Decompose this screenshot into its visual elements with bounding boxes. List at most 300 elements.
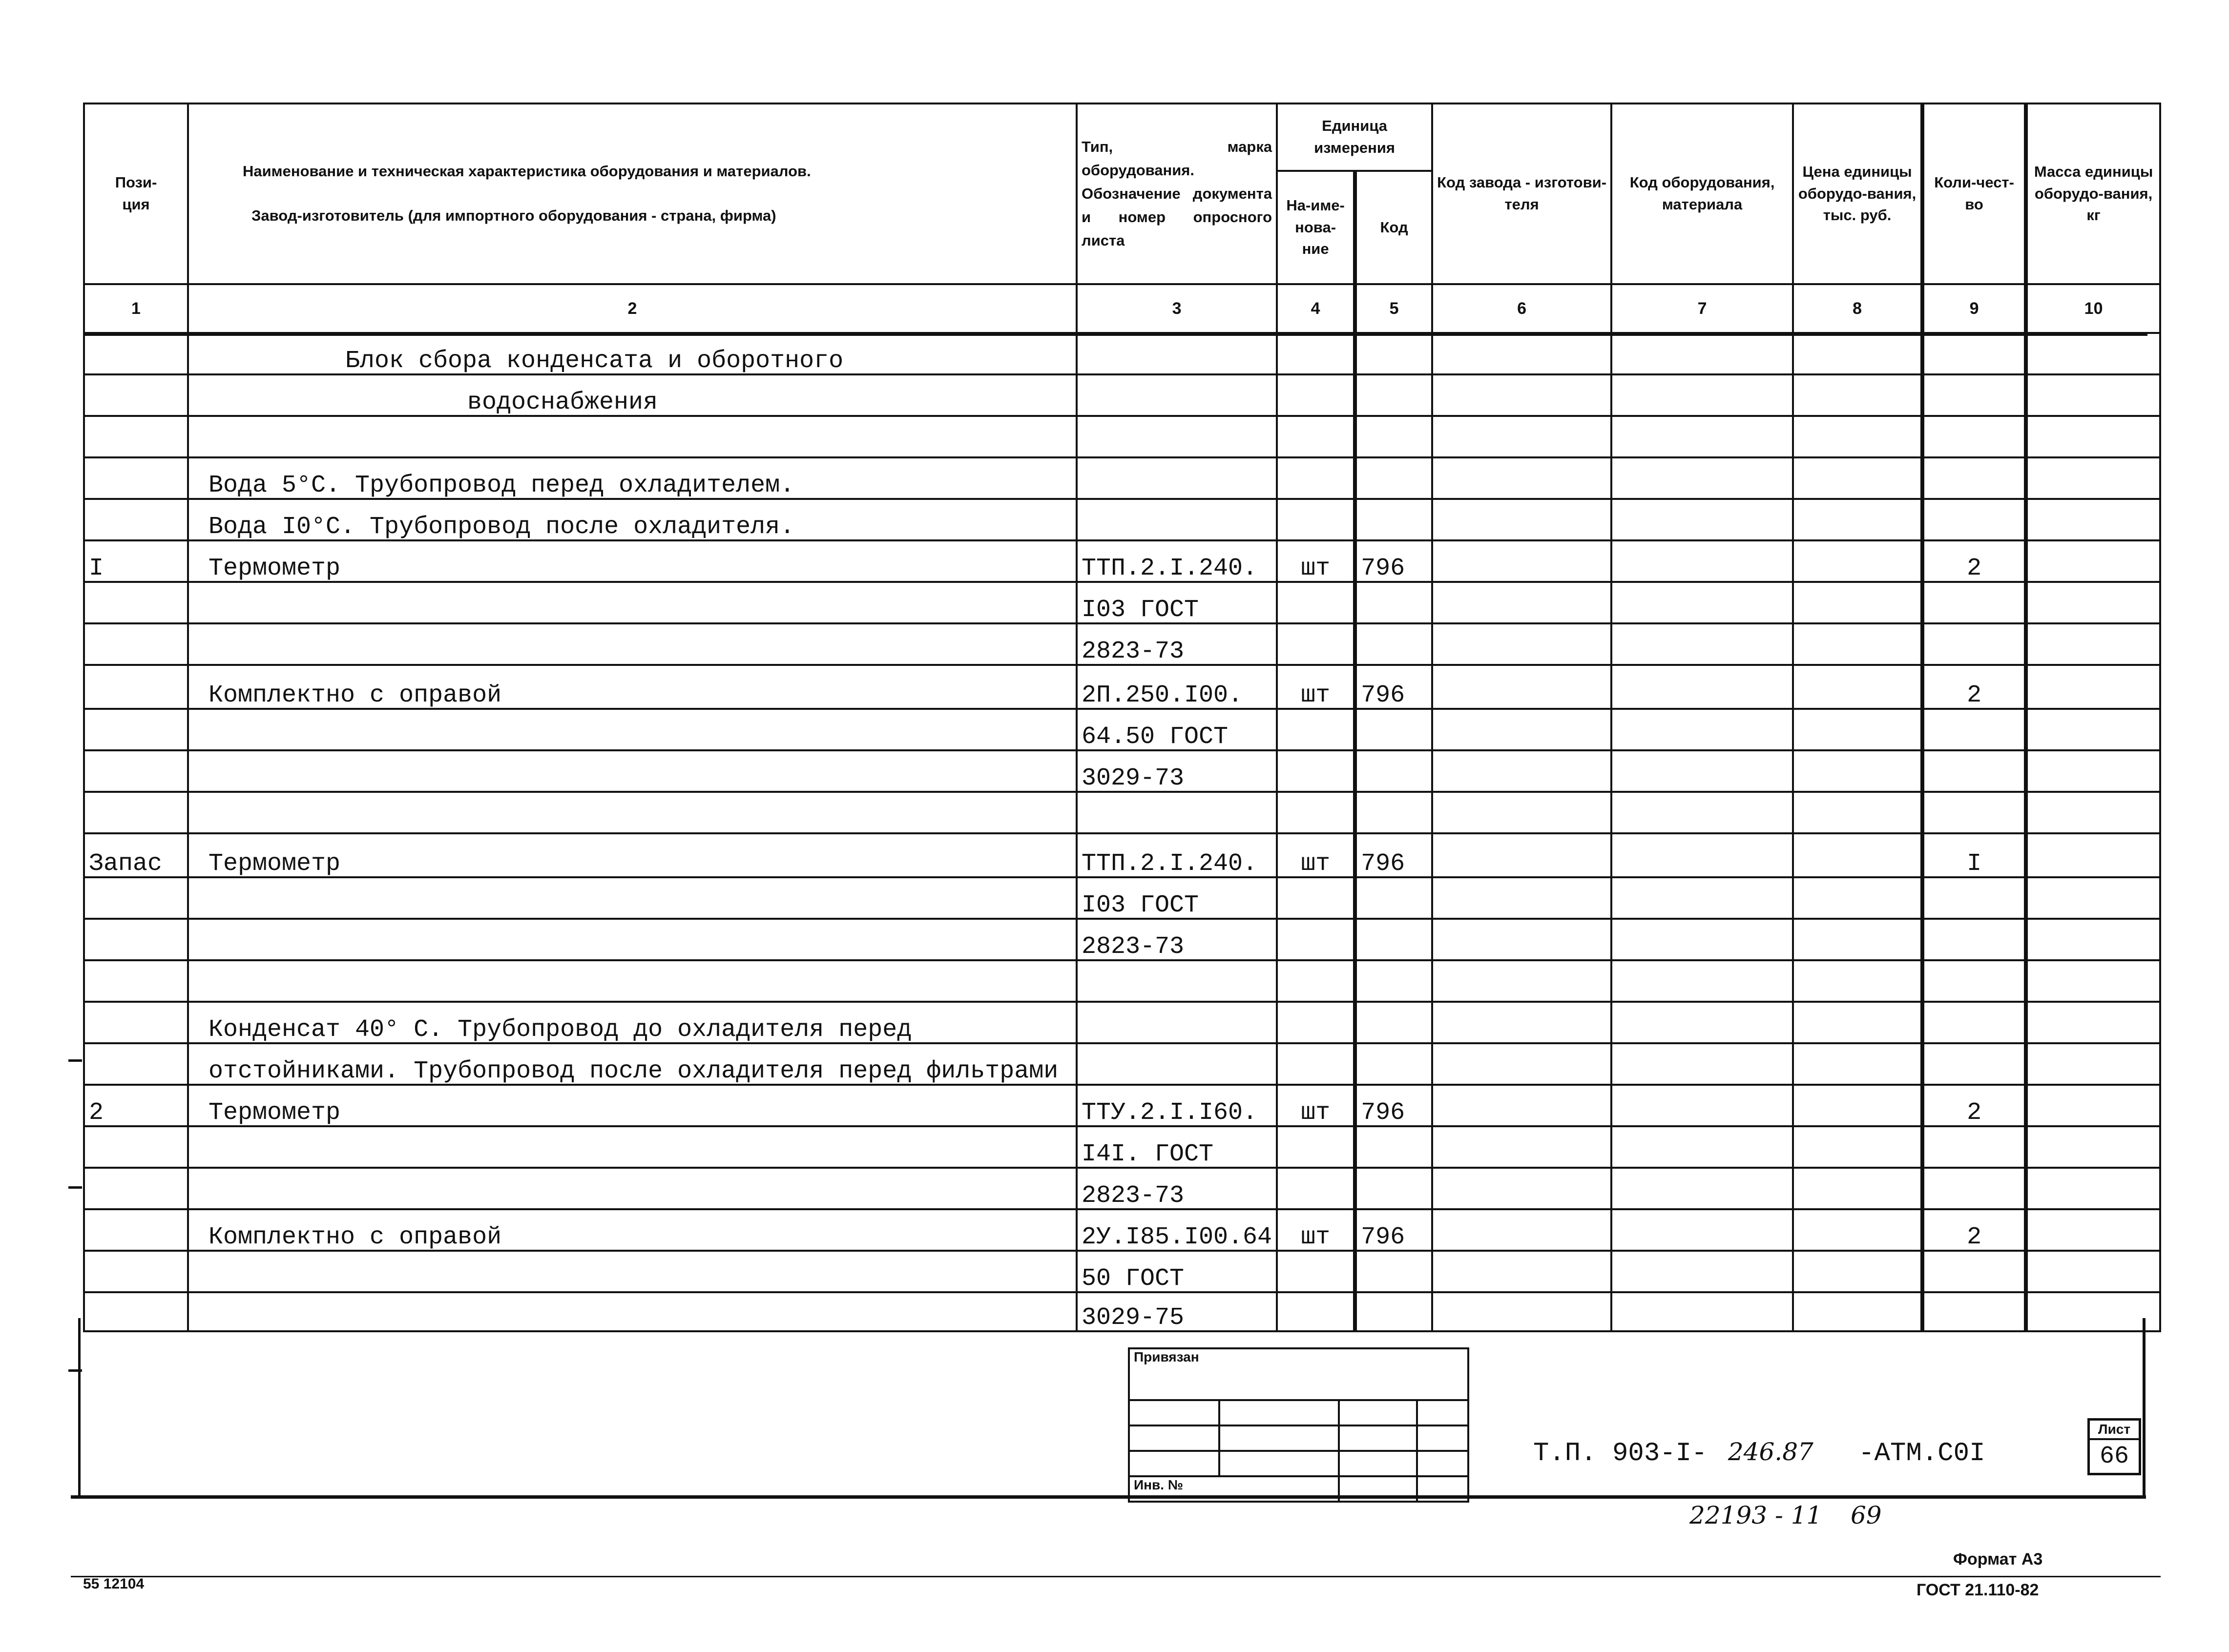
row-unit bbox=[1277, 960, 1355, 1002]
row-mass bbox=[2026, 877, 2160, 919]
row-unit-code bbox=[1355, 960, 1432, 1002]
row-unit: шт bbox=[1277, 540, 1355, 582]
table-row bbox=[84, 333, 2160, 374]
row-unit: шт bbox=[1277, 1085, 1355, 1126]
row-price bbox=[1793, 416, 1922, 457]
table-row bbox=[84, 792, 2160, 833]
row-position bbox=[84, 623, 188, 665]
row-type: I4I. ГОСТ bbox=[1077, 1126, 1277, 1168]
row-equipment-code bbox=[1611, 709, 1793, 750]
row-price bbox=[1793, 1168, 1922, 1209]
column-number-7: 7 bbox=[1611, 284, 1793, 333]
row-type bbox=[1077, 499, 1277, 540]
row-mass bbox=[2026, 457, 2160, 499]
row-quantity bbox=[1922, 457, 2026, 499]
table-row bbox=[84, 1002, 2160, 1043]
table-row bbox=[84, 416, 2160, 457]
row-quantity bbox=[1922, 333, 2026, 374]
row-unit bbox=[1277, 333, 1355, 374]
row-quantity: 2 bbox=[1922, 665, 2026, 709]
row-type: ТТУ.2.I.I60. bbox=[1077, 1085, 1277, 1126]
table-row bbox=[84, 499, 2160, 540]
row-position: I bbox=[84, 540, 188, 582]
row-name bbox=[188, 582, 1077, 623]
row-equipment-code bbox=[1611, 333, 1793, 374]
table-row bbox=[84, 374, 2160, 416]
row-quantity bbox=[1922, 1292, 2026, 1331]
row-price bbox=[1793, 374, 1922, 416]
sheet-label: Лист bbox=[2089, 1420, 2140, 1439]
row-position bbox=[84, 374, 188, 416]
table-row bbox=[84, 1126, 2160, 1168]
table-row bbox=[84, 1209, 2160, 1251]
row-plant-code bbox=[1432, 960, 1611, 1002]
row-plant-code bbox=[1432, 750, 1611, 792]
format-standard: ГОСТ 21.110-82 bbox=[1917, 1581, 2039, 1599]
row-type: I03 ГОСТ bbox=[1077, 877, 1277, 919]
row-equipment-code bbox=[1611, 1292, 1793, 1331]
table-row bbox=[84, 833, 2160, 877]
row-name bbox=[188, 623, 1077, 665]
row-mass bbox=[2026, 1209, 2160, 1251]
row-mass bbox=[2026, 1168, 2160, 1209]
row-position: Запас bbox=[84, 833, 188, 877]
row-unit-code: 796 bbox=[1355, 1085, 1432, 1126]
row-mass bbox=[2026, 416, 2160, 457]
row-name bbox=[188, 1251, 1077, 1292]
row-equipment-code bbox=[1611, 623, 1793, 665]
header-name bbox=[188, 103, 1077, 284]
row-plant-code bbox=[1432, 333, 1611, 374]
row-unit-code bbox=[1355, 919, 1432, 960]
row-type: 64.50 ГОСТ bbox=[1077, 709, 1277, 750]
row-type: I03 ГОСТ bbox=[1077, 582, 1277, 623]
row-type bbox=[1077, 457, 1277, 499]
row-unit bbox=[1277, 1292, 1355, 1331]
table-row bbox=[84, 665, 2160, 709]
row-mass bbox=[2026, 1002, 2160, 1043]
header-unit-code: Код bbox=[1355, 171, 1432, 284]
column-number-5: 5 bbox=[1355, 284, 1432, 333]
row-unit-code bbox=[1355, 457, 1432, 499]
column-number-1: 1 bbox=[84, 284, 188, 333]
row-unit bbox=[1277, 1168, 1355, 1209]
row-position bbox=[84, 709, 188, 750]
row-type bbox=[1077, 1002, 1277, 1043]
row-equipment-code bbox=[1611, 374, 1793, 416]
column-number-9: 9 bbox=[1922, 284, 2026, 333]
row-unit bbox=[1277, 877, 1355, 919]
row-type: 2У.I85.I00.64 bbox=[1077, 1209, 1277, 1251]
row-plant-code bbox=[1432, 833, 1611, 877]
row-price bbox=[1793, 960, 1922, 1002]
row-mass bbox=[2026, 833, 2160, 877]
row-name bbox=[188, 1292, 1077, 1331]
stamp-cell bbox=[1129, 1451, 1219, 1476]
row-unit-code bbox=[1355, 877, 1432, 919]
row-type bbox=[1077, 333, 1277, 374]
stamp-cell bbox=[1129, 1400, 1219, 1425]
header-type: Тип, марка оборудования. Обозначение документа и номер опросного листа bbox=[1077, 103, 1277, 284]
row-equipment-code bbox=[1611, 1126, 1793, 1168]
row-quantity bbox=[1922, 1251, 2026, 1292]
row-plant-code bbox=[1432, 877, 1611, 919]
row-type: ТТП.2.I.240. bbox=[1077, 540, 1277, 582]
row-plant-code bbox=[1432, 1251, 1611, 1292]
column-number-6: 6 bbox=[1432, 284, 1611, 333]
table-row bbox=[84, 540, 2160, 582]
row-type bbox=[1077, 416, 1277, 457]
header-mass: Масса единицы оборудо-вания, кг bbox=[2026, 103, 2160, 284]
row-position bbox=[84, 960, 188, 1002]
row-unit bbox=[1277, 792, 1355, 833]
row-mass bbox=[2026, 582, 2160, 623]
row-name: Конденсат 40° С. Трубопровод до охладителя перед bbox=[188, 1002, 1077, 1043]
row-price bbox=[1793, 1209, 1922, 1251]
frame-right-line bbox=[2143, 1318, 2146, 1498]
row-position bbox=[84, 665, 188, 709]
row-quantity bbox=[1922, 792, 2026, 833]
row-quantity: 2 bbox=[1922, 540, 2026, 582]
row-unit-code bbox=[1355, 416, 1432, 457]
row-type: 2823-73 bbox=[1077, 623, 1277, 665]
row-price bbox=[1793, 709, 1922, 750]
row-quantity bbox=[1922, 750, 2026, 792]
row-position bbox=[84, 750, 188, 792]
stamp-cell bbox=[1339, 1425, 1417, 1451]
row-name bbox=[188, 919, 1077, 960]
row-price bbox=[1793, 665, 1922, 709]
row-price bbox=[1793, 1002, 1922, 1043]
row-unit bbox=[1277, 709, 1355, 750]
row-plant-code bbox=[1432, 1085, 1611, 1126]
row-price bbox=[1793, 919, 1922, 960]
margin-tick-2 bbox=[68, 1186, 82, 1189]
row-plant-code bbox=[1432, 1209, 1611, 1251]
document-designation bbox=[1533, 1438, 1985, 1468]
row-mass bbox=[2026, 333, 2160, 374]
stamp-cell bbox=[1417, 1425, 1468, 1451]
row-plant-code bbox=[1432, 919, 1611, 960]
bottom-rule bbox=[71, 1576, 2161, 1577]
row-mass bbox=[2026, 750, 2160, 792]
row-type: 3029-73 bbox=[1077, 750, 1277, 792]
row-position bbox=[84, 877, 188, 919]
handwritten-page-number: 69 bbox=[1851, 1501, 1882, 1529]
row-mass bbox=[2026, 1085, 2160, 1126]
row-price bbox=[1793, 750, 1922, 792]
row-mass bbox=[2026, 540, 2160, 582]
table-row bbox=[84, 1292, 2160, 1331]
row-name: Вода 5°С. Трубопровод перед охладителем. bbox=[188, 457, 1077, 499]
table-row bbox=[84, 1251, 2160, 1292]
row-unit-code bbox=[1355, 1251, 1432, 1292]
row-position bbox=[84, 582, 188, 623]
row-price bbox=[1793, 1043, 1922, 1085]
row-name bbox=[188, 709, 1077, 750]
row-position bbox=[84, 1126, 188, 1168]
stamp-cell bbox=[1339, 1451, 1417, 1476]
approval-stamp bbox=[1128, 1347, 1469, 1503]
row-unit-code bbox=[1355, 374, 1432, 416]
row-mass bbox=[2026, 1126, 2160, 1168]
format-label: Формат А3 bbox=[1953, 1550, 2043, 1569]
row-equipment-code bbox=[1611, 1002, 1793, 1043]
row-name: отстойниками. Трубопровод после охладителя перед фильтрами bbox=[188, 1043, 1077, 1085]
row-equipment-code bbox=[1611, 1251, 1793, 1292]
row-unit-code bbox=[1355, 709, 1432, 750]
stamp-bound-label: Привязан bbox=[1129, 1348, 1468, 1400]
table-row bbox=[84, 750, 2160, 792]
header-divider-line bbox=[83, 332, 2147, 336]
column-number-2: 2 bbox=[188, 284, 1077, 333]
row-position bbox=[84, 1209, 188, 1251]
row-plant-code bbox=[1432, 499, 1611, 540]
row-equipment-code bbox=[1611, 792, 1793, 833]
row-unit-code bbox=[1355, 792, 1432, 833]
row-equipment-code bbox=[1611, 1209, 1793, 1251]
row-price bbox=[1793, 833, 1922, 877]
row-plant-code bbox=[1432, 1126, 1611, 1168]
header-quantity: Коли-чест-во bbox=[1922, 103, 2026, 284]
row-type bbox=[1077, 792, 1277, 833]
stamp-cell bbox=[1129, 1425, 1219, 1451]
row-quantity bbox=[1922, 499, 2026, 540]
row-quantity: 2 bbox=[1922, 1085, 2026, 1126]
row-quantity bbox=[1922, 709, 2026, 750]
row-equipment-code bbox=[1611, 582, 1793, 623]
row-equipment-code bbox=[1611, 1043, 1793, 1085]
row-equipment-code bbox=[1611, 877, 1793, 919]
row-mass bbox=[2026, 792, 2160, 833]
row-name bbox=[188, 1168, 1077, 1209]
row-unit-code bbox=[1355, 499, 1432, 540]
row-quantity bbox=[1922, 919, 2026, 960]
table-row bbox=[84, 960, 2160, 1002]
row-equipment-code bbox=[1611, 1168, 1793, 1209]
row-unit bbox=[1277, 416, 1355, 457]
row-quantity bbox=[1922, 416, 2026, 457]
row-equipment-code bbox=[1611, 540, 1793, 582]
row-type: 2П.250.I00. bbox=[1077, 665, 1277, 709]
row-position bbox=[84, 1002, 188, 1043]
row-unit-code bbox=[1355, 582, 1432, 623]
row-unit-code: 796 bbox=[1355, 540, 1432, 582]
frame-left-line bbox=[78, 1318, 81, 1496]
row-quantity bbox=[1922, 1002, 2026, 1043]
row-position bbox=[84, 1168, 188, 1209]
row-unit: шт bbox=[1277, 833, 1355, 877]
row-mass bbox=[2026, 499, 2160, 540]
row-mass bbox=[2026, 374, 2160, 416]
table-row bbox=[84, 1043, 2160, 1085]
table-row bbox=[84, 457, 2160, 499]
row-unit: шт bbox=[1277, 665, 1355, 709]
row-type: 3029-75 bbox=[1077, 1292, 1277, 1331]
row-type: 2823-73 bbox=[1077, 1168, 1277, 1209]
row-unit-code: 796 bbox=[1355, 665, 1432, 709]
row-quantity bbox=[1922, 877, 2026, 919]
row-price bbox=[1793, 1126, 1922, 1168]
row-name: Вода I0°С. Трубопровод после охладителя. bbox=[188, 499, 1077, 540]
row-plant-code bbox=[1432, 1168, 1611, 1209]
row-quantity bbox=[1922, 1168, 2026, 1209]
row-position bbox=[84, 457, 188, 499]
row-price bbox=[1793, 333, 1922, 374]
row-unit bbox=[1277, 1043, 1355, 1085]
row-equipment-code bbox=[1611, 499, 1793, 540]
row-position bbox=[84, 416, 188, 457]
row-equipment-code bbox=[1611, 457, 1793, 499]
header-plant-code: Код завода - изготови-теля bbox=[1432, 103, 1611, 284]
row-name bbox=[188, 750, 1077, 792]
table-row bbox=[84, 623, 2160, 665]
row-name: Термометр bbox=[188, 1085, 1077, 1126]
row-equipment-code bbox=[1611, 1085, 1793, 1126]
row-equipment-code bbox=[1611, 416, 1793, 457]
row-name bbox=[188, 1126, 1077, 1168]
row-plant-code bbox=[1432, 709, 1611, 750]
row-unit-code bbox=[1355, 1126, 1432, 1168]
row-price bbox=[1793, 623, 1922, 665]
column-number-8: 8 bbox=[1793, 284, 1922, 333]
row-position bbox=[84, 333, 188, 374]
row-unit bbox=[1277, 1126, 1355, 1168]
row-name bbox=[188, 416, 1077, 457]
row-unit-code bbox=[1355, 1002, 1432, 1043]
row-mass bbox=[2026, 919, 2160, 960]
row-unit bbox=[1277, 582, 1355, 623]
row-plant-code bbox=[1432, 623, 1611, 665]
row-price bbox=[1793, 877, 1922, 919]
row-type bbox=[1077, 960, 1277, 1002]
stamp-cell bbox=[1219, 1400, 1339, 1425]
row-name: Термометр bbox=[188, 540, 1077, 582]
row-quantity bbox=[1922, 1126, 2026, 1168]
row-unit bbox=[1277, 1251, 1355, 1292]
table-row bbox=[84, 919, 2160, 960]
row-position bbox=[84, 1251, 188, 1292]
row-type: ТТП.2.I.240. bbox=[1077, 833, 1277, 877]
sheet-number: 66 bbox=[2089, 1439, 2140, 1474]
row-equipment-code bbox=[1611, 665, 1793, 709]
row-mass bbox=[2026, 1043, 2160, 1085]
stamp-inv-label: Инв. № bbox=[1129, 1476, 1339, 1502]
row-unit-code bbox=[1355, 750, 1432, 792]
row-quantity bbox=[1922, 374, 2026, 416]
specification-table bbox=[83, 103, 2161, 1332]
row-plant-code bbox=[1432, 665, 1611, 709]
row-plant-code bbox=[1432, 1292, 1611, 1331]
designation-handwritten: 246.87 bbox=[1728, 1438, 1813, 1466]
row-quantity: 2 bbox=[1922, 1209, 2026, 1251]
stamp-cell bbox=[1339, 1400, 1417, 1425]
row-price bbox=[1793, 792, 1922, 833]
header-price: Цена единицы оборудо-вания, тыс. руб. bbox=[1793, 103, 1922, 284]
frame-bottom-line bbox=[71, 1495, 2146, 1499]
stamp-cell bbox=[1339, 1476, 1417, 1502]
row-unit-code bbox=[1355, 1043, 1432, 1085]
row-unit bbox=[1277, 374, 1355, 416]
designation-prefix: Т.П. 903-I- bbox=[1533, 1439, 1708, 1468]
row-unit-code: 796 bbox=[1355, 833, 1432, 877]
row-unit bbox=[1277, 623, 1355, 665]
row-equipment-code bbox=[1611, 833, 1793, 877]
row-position bbox=[84, 1043, 188, 1085]
stamp-cell bbox=[1219, 1451, 1339, 1476]
header-unit-group: Единица измерения bbox=[1277, 103, 1432, 171]
margin-tick-3 bbox=[68, 1369, 82, 1372]
row-plant-code bbox=[1432, 540, 1611, 582]
row-quantity bbox=[1922, 960, 2026, 1002]
row-price bbox=[1793, 499, 1922, 540]
stamp-cell bbox=[1417, 1476, 1468, 1502]
stamp-cell bbox=[1417, 1400, 1468, 1425]
row-unit bbox=[1277, 1002, 1355, 1043]
row-equipment-code bbox=[1611, 960, 1793, 1002]
row-unit: шт bbox=[1277, 1209, 1355, 1251]
row-type: 50 ГОСТ bbox=[1077, 1251, 1277, 1292]
row-plant-code bbox=[1432, 792, 1611, 833]
row-position bbox=[84, 792, 188, 833]
row-unit bbox=[1277, 499, 1355, 540]
table-row bbox=[84, 877, 2160, 919]
row-name: Комплектно с оправой bbox=[188, 665, 1077, 709]
row-mass bbox=[2026, 623, 2160, 665]
column-number-3: 3 bbox=[1077, 284, 1277, 333]
table-row bbox=[84, 582, 2160, 623]
row-mass bbox=[2026, 665, 2160, 709]
handwritten-inventory-number: 22193 - 11 bbox=[1689, 1501, 1822, 1529]
column-number-4: 4 bbox=[1277, 284, 1355, 333]
row-quantity bbox=[1922, 582, 2026, 623]
row-mass bbox=[2026, 1292, 2160, 1331]
row-unit bbox=[1277, 457, 1355, 499]
row-mass bbox=[2026, 1251, 2160, 1292]
row-name: водоснабжения bbox=[188, 374, 1077, 416]
row-equipment-code bbox=[1611, 750, 1793, 792]
row-plant-code bbox=[1432, 374, 1611, 416]
row-unit-code bbox=[1355, 1292, 1432, 1331]
row-plant-code bbox=[1432, 457, 1611, 499]
header-position: Пози- ция bbox=[84, 103, 188, 284]
sheet-number-box bbox=[2087, 1418, 2141, 1475]
row-position: 2 bbox=[84, 1085, 188, 1126]
designation-suffix: -АТМ.С0I bbox=[1858, 1439, 1985, 1468]
row-quantity bbox=[1922, 1043, 2026, 1085]
header-name-line1: Наименование и техническая характеристика оборудования и материалов. bbox=[243, 163, 811, 180]
row-unit-code bbox=[1355, 1168, 1432, 1209]
row-unit bbox=[1277, 750, 1355, 792]
row-name: Блок сбора конденсата и оборотного bbox=[188, 333, 1077, 374]
row-plant-code bbox=[1432, 416, 1611, 457]
row-type bbox=[1077, 1043, 1277, 1085]
row-position bbox=[84, 1292, 188, 1331]
print-code: 55 12104 bbox=[83, 1576, 145, 1592]
row-mass bbox=[2026, 709, 2160, 750]
row-plant-code bbox=[1432, 1043, 1611, 1085]
row-name: Термометр bbox=[188, 833, 1077, 877]
row-type: 2823-73 bbox=[1077, 919, 1277, 960]
header-unit-name: На-име-нова-ние bbox=[1277, 171, 1355, 284]
row-quantity: I bbox=[1922, 833, 2026, 877]
row-type bbox=[1077, 374, 1277, 416]
row-equipment-code bbox=[1611, 919, 1793, 960]
column-number-10: 10 bbox=[2026, 284, 2160, 333]
row-quantity bbox=[1922, 623, 2026, 665]
margin-tick-1 bbox=[68, 1059, 82, 1062]
row-unit-code bbox=[1355, 623, 1432, 665]
